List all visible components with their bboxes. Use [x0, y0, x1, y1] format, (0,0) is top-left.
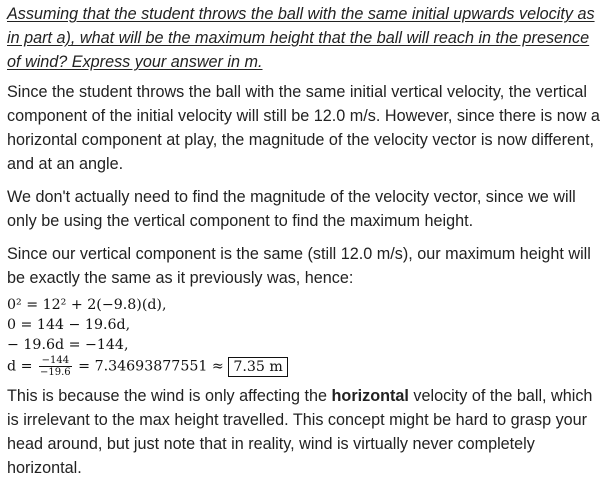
equation-line-2: 0 = 144 − 19.6d,: [7, 317, 131, 333]
answer-document: [7, 2, 603, 489]
equation-line-4: [7, 355, 603, 378]
final-answer-box: 7.35 m: [228, 357, 288, 377]
explanation-paragraph-1: Since the student throws the ball with the same initial vertical velocity, the vertical component of the initial velocity will still be 12.0 m/s. However, since there is now a horizontal component at play, the magnitude of the velocity vector is now different, and at an angle.: [7, 83, 600, 173]
closing-paragraph: [7, 384, 603, 480]
equation-line-3: − 19.6d = −144,: [7, 337, 129, 353]
equation-line-1: 0² = 12² + 2(−9.8)(d),: [7, 297, 167, 313]
question-prompt: Assuming that the student throws the ball with the same initial upwards velocity as in part a), what will be the maximum height that the ball will reach in the presence of wind? Express your answer in m.: [7, 5, 595, 71]
fraction-denominator: −19.6: [40, 367, 71, 378]
closing-bold-word: horizontal: [331, 387, 409, 405]
fraction-numerator: −144: [39, 355, 72, 367]
equation-result: = 7.34693877551 ≈: [78, 358, 224, 375]
closing-text-end: velocity of the ball, which is irrelevant to the max height travelled. This concept might be hard to grasp your head around, but just note that in reality, wind is virtually never completely horizontal.: [7, 387, 593, 477]
explanation-paragraph-2: We don't actually need to find the magnitude of the velocity vector, since we will only be using the vertical component to find the maximum height.: [7, 188, 576, 230]
math-derivation: [7, 295, 603, 378]
explanation-paragraph-3: Since our vertical component is the same (still 12.0 m/s), our maximum height will be exactly the same as it previously was, hence:: [7, 245, 591, 287]
equation-lhs: d =: [7, 358, 33, 375]
fraction: [39, 355, 72, 378]
closing-text-start: This is because the wind is only affecting the: [7, 387, 332, 405]
